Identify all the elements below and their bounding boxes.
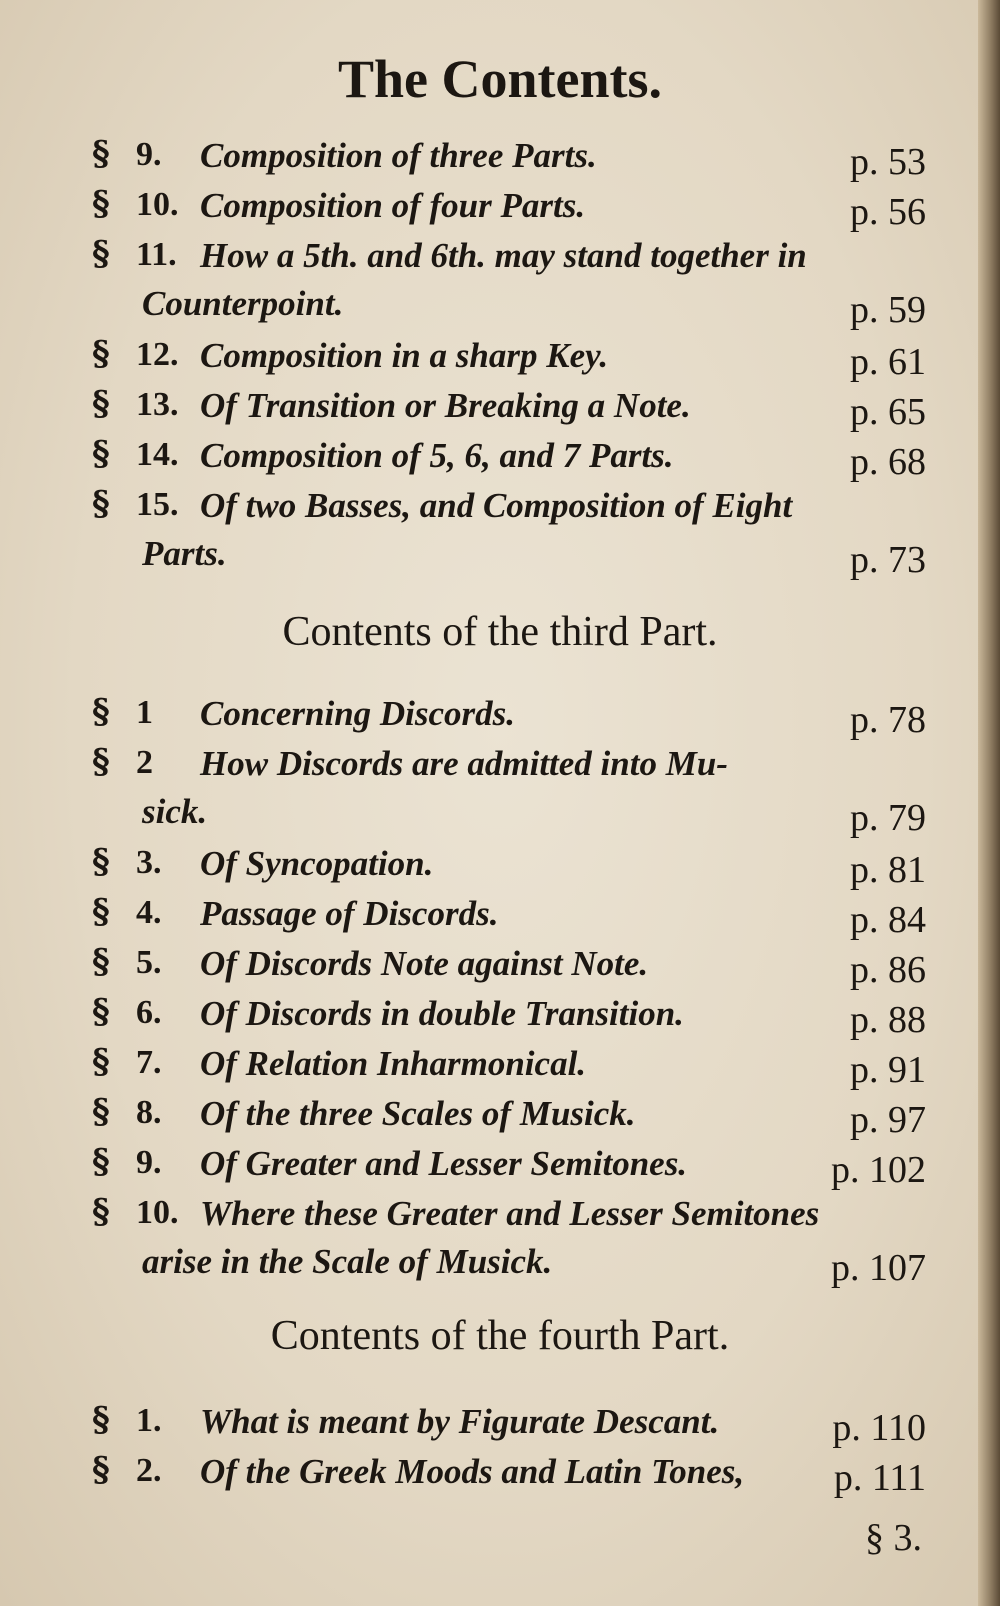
entry-page: p. 84 <box>850 899 926 941</box>
entry-title: Of Discords Note against Note. <box>200 944 649 983</box>
section-sign: § <box>92 484 110 524</box>
section-sign: § <box>92 334 110 374</box>
entry-page: p. 91 <box>850 1049 926 1091</box>
entry-title: What is meant by Figurate Descant. <box>200 1402 720 1441</box>
contents-entry <box>92 1400 926 1450</box>
entry-number: 9. <box>136 136 162 173</box>
entry-page: p. 65 <box>850 391 926 433</box>
contents-entry <box>92 1092 926 1142</box>
entry-title: Of Greater and Lesser Semitones. <box>200 1144 688 1183</box>
section-sign: § <box>92 1042 110 1082</box>
entry-title-continued: arise in the Scale of Musick. <box>142 1242 553 1281</box>
entry-title: Of Transition or Breaking a Note. <box>200 386 691 425</box>
entry-title: Composition of 5, 6, and 7 Parts. <box>200 436 674 475</box>
entry-number: 7. <box>136 1044 162 1081</box>
contents-entry <box>92 842 926 892</box>
entry-page: p. 111 <box>833 1457 926 1499</box>
entry-page: p. 56 <box>850 191 926 233</box>
entry-title: Of Relation Inharmonical. <box>200 1044 587 1083</box>
entry-page: p. 61 <box>850 341 926 383</box>
entry-title: Passage of Discords. <box>200 894 499 933</box>
entry-page: p. 59 <box>850 289 926 331</box>
contents-entry <box>92 942 926 992</box>
page-edge <box>978 0 1000 1606</box>
entry-title: How Discords are admitted into Mu- <box>200 744 728 783</box>
entry-page: p. 107 <box>831 1247 926 1289</box>
entry-number: 2 <box>136 744 153 781</box>
entry-number: 14. <box>136 436 179 473</box>
entry-page: p. 97 <box>850 1099 926 1141</box>
section-sign: § <box>92 134 110 174</box>
entry-number: 1 <box>136 694 153 731</box>
section-sign: § <box>92 184 110 224</box>
entry-page: p. 78 <box>850 699 926 741</box>
contents-entry <box>92 134 926 184</box>
page-title: The Contents. <box>337 49 663 109</box>
entry-title: Of two Basses, and Composition of Eight <box>200 486 793 525</box>
section-sign: § <box>92 942 110 982</box>
entry-page: p. 53 <box>850 141 926 183</box>
entry-title-continued: Parts. <box>142 534 227 573</box>
entry-page: p. 110 <box>832 1407 926 1449</box>
entry-number: 12. <box>136 336 179 373</box>
entry-number: 2. <box>136 1452 162 1489</box>
section-heading-third-part: Contents of the third Part. <box>282 609 718 655</box>
entry-title: How a 5th. and 6th. may stand together in <box>200 236 807 275</box>
entry-title: Of Syncopation. <box>200 844 434 883</box>
section-sign: § <box>92 992 110 1032</box>
entry-title-continued: sick. <box>142 792 208 831</box>
section-sign: § <box>92 1450 110 1490</box>
entry-title: Concerning Discords. <box>200 694 516 733</box>
entry-number: 1. <box>136 1402 162 1439</box>
section-sign: § <box>92 842 110 882</box>
entry-number: 4. <box>136 894 162 931</box>
entry-number: 13. <box>136 386 179 423</box>
section-sign: § <box>92 892 110 932</box>
entry-number: 6. <box>136 994 162 1031</box>
entry-title: Composition of three Parts. <box>200 136 597 175</box>
entry-title: Of the three Scales of Musick. <box>200 1094 636 1133</box>
entry-page: p. 68 <box>850 441 926 483</box>
contents-entry <box>92 1042 926 1092</box>
section-heading-fourth-part: Contents of the fourth Part. <box>270 1313 730 1359</box>
section-sign: § <box>92 692 110 732</box>
entry-number: 10. <box>136 1194 179 1231</box>
contents-entry <box>92 434 926 484</box>
catchword: § 3. <box>865 1517 922 1559</box>
entry-title: Composition in a sharp Key. <box>200 336 609 375</box>
entry-page: p. 86 <box>850 949 926 991</box>
section-sign: § <box>92 384 110 424</box>
contents-entry <box>92 184 926 234</box>
contents-entry <box>92 234 926 331</box>
contents-entry <box>92 484 926 581</box>
entry-title-continued: Counterpoint. <box>142 284 344 323</box>
contents-entry <box>92 334 926 384</box>
section-sign: § <box>92 234 110 274</box>
section-sign: § <box>92 1400 110 1440</box>
entry-number: 3. <box>136 844 162 881</box>
entry-title: Composition of four Parts. <box>200 186 586 225</box>
entry-page: p. 73 <box>850 539 926 581</box>
contents-entry <box>92 1192 926 1289</box>
contents-entry <box>92 384 926 434</box>
entry-title: Of the Greek Moods and Latin Tones, <box>200 1452 745 1491</box>
entry-number: 5. <box>136 944 162 981</box>
contents-entry <box>92 742 926 839</box>
section-sign: § <box>92 1192 110 1232</box>
entry-number: 10. <box>136 186 179 223</box>
section-sign: § <box>92 742 110 782</box>
entry-title: Of Discords in double Transition. <box>200 994 684 1033</box>
entry-number: 11. <box>136 236 177 273</box>
section-sign: § <box>92 434 110 474</box>
entry-number: 15. <box>136 486 179 523</box>
entry-page: p. 102 <box>831 1149 926 1191</box>
entry-number: 9. <box>136 1144 162 1181</box>
contents-entry <box>92 692 926 742</box>
entry-number: 8. <box>136 1094 162 1131</box>
entry-page: p. 81 <box>850 849 926 891</box>
entry-title: Where these Greater and Lesser Semitones <box>200 1194 820 1233</box>
contents-entry <box>92 1142 926 1192</box>
section-sign: § <box>92 1142 110 1182</box>
contents-entry <box>92 992 926 1042</box>
contents-entry <box>92 892 926 942</box>
section-sign: § <box>92 1092 110 1132</box>
entry-page: p. 79 <box>850 797 926 839</box>
contents-entry <box>92 1450 926 1500</box>
entry-page: p. 88 <box>850 999 926 1041</box>
